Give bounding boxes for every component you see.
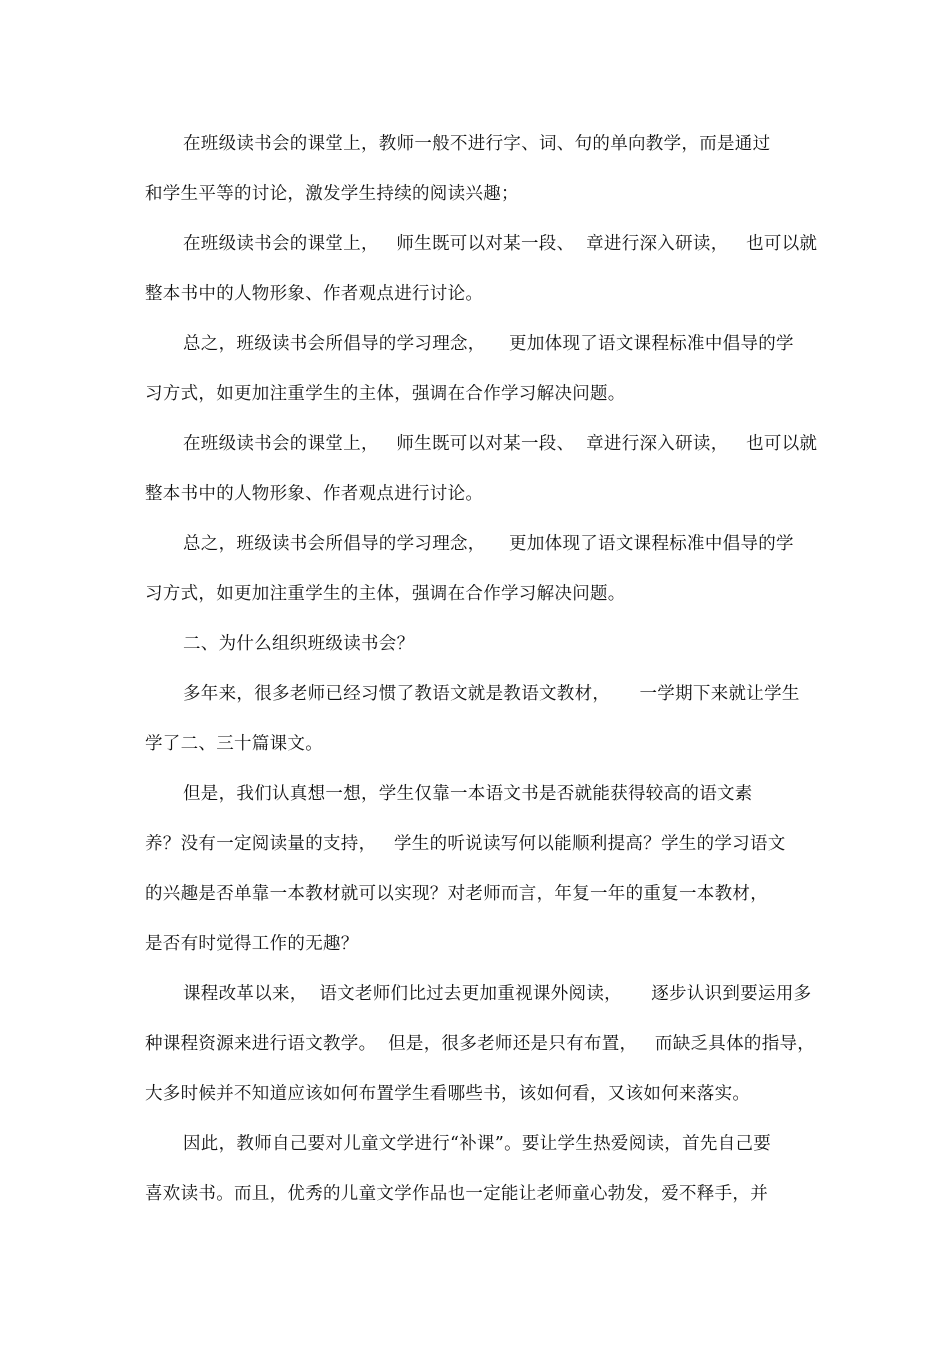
text-line-18: 课程改革以来， 语文老师们比过去更加重视课外阅读， 逐步认识到要运用多 <box>183 984 812 1004</box>
text-line-3: 在班级读书会的课堂上， 师生既可以对某一段、 章进行深入研读， 也可以就 <box>183 234 818 254</box>
text-line-7: 在班级读书会的课堂上， 师生既可以对某一段、 章进行深入研读， 也可以就 <box>183 434 818 454</box>
text-line-10: 习方式，如更加注重学生的主体，强调在合作学习解决问题。 <box>145 584 626 604</box>
text-line-20: 大多时候并不知道应该如何布置学生看哪些书，该如何看，又该如何来落实。 <box>145 1084 751 1104</box>
text-line-4: 整本书中的人物形象、作者观点进行讨论。 <box>145 284 484 304</box>
text-line-8: 整本书中的人物形象、作者观点进行讨论。 <box>145 484 484 504</box>
text-line-14: 但是，我们认真想一想，学生仅靠一本语文书是否就能获得较高的语文素 <box>183 784 753 804</box>
text-line-1: 在班级读书会的课堂上，教师一般不进行字、词、句的单向教学，而是通过 <box>183 134 771 154</box>
text-line-2: 和学生平等的讨论，激发学生持续的阅读兴趣； <box>145 184 519 204</box>
text-line-17: 是否有时觉得工作的无趣？ <box>145 934 359 954</box>
section-heading: 二、为什么组织班级读书会？ <box>183 634 415 654</box>
text-line-16: 的兴趣是否单靠一本教材就可以实现？对老师而言，年复一年的重复一本教材， <box>145 884 768 904</box>
text-line-13: 学了二、三十篇课文。 <box>145 734 323 754</box>
text-line-19: 种课程资源来进行语文教学。 但是，很多老师还是只有布置， 而缺乏具体的指导， <box>145 1034 816 1054</box>
text-line-5: 总之，班级读书会所倡导的学习理念， 更加体现了语文课程标准中倡导的学 <box>183 334 794 354</box>
text-line-15: 养？没有一定阅读量的支持， 学生的听说读写何以能顺利提高？学生的学习语文 <box>145 834 786 854</box>
text-line-6: 习方式，如更加注重学生的主体，强调在合作学习解决问题。 <box>145 384 626 404</box>
text-line-22: 喜欢读书。而且，优秀的儿童文学作品也一定能让老师童心勃发，爱不释手，并 <box>145 1184 768 1204</box>
text-line-12: 多年来，很多老师已经习惯了教语文就是教语文教材， 一学期下来就让学生 <box>183 684 800 704</box>
text-line-21: 因此，教师自己要对儿童文学进行“补课”。要让学生热爱阅读，首先自己要 <box>183 1134 772 1154</box>
text-line-9: 总之，班级读书会所倡导的学习理念， 更加体现了语文课程标准中倡导的学 <box>183 534 794 554</box>
